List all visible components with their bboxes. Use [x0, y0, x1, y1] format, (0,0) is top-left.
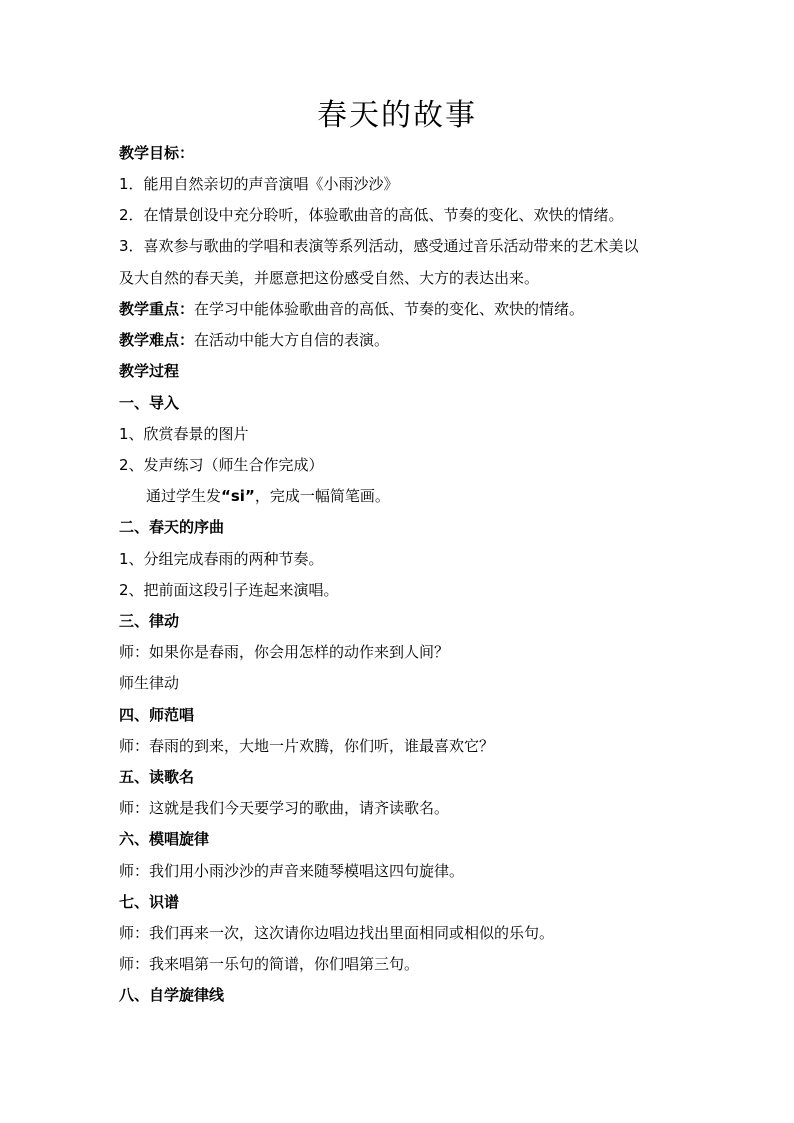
difficulty-text: 在活动中能大方自信的表演。 [194, 331, 390, 349]
section-heading: 三、律动 [119, 612, 180, 630]
section-heading: 五、读歌名 [119, 768, 195, 786]
indented-note-pre: 通过学生发 [146, 487, 222, 505]
objective-item-continuation: 及大自然的春天美，并愿意把这份感受自然、大方的表达出来。 [119, 269, 540, 287]
page-title: 春天的故事 [317, 98, 477, 133]
objective-item: 2．在情景创设中充分聆听，体验歌曲音的高低、节奏的变化、欢快的情绪。 [119, 206, 624, 224]
section-heading: 六、模唱旋律 [119, 830, 210, 848]
list-item: 1、分组完成春雨的两种节奏。 [119, 550, 324, 568]
list-item: 师：如果你是春雨，你会用怎样的动作来到人间？ [119, 643, 450, 661]
list-item: 2、发声练习（师生合作完成） [119, 456, 324, 474]
section-heading: 四、师范唱 [119, 706, 195, 724]
list-item: 师：我来唱第一乐句的简谱，你们唱第三句。 [119, 955, 420, 973]
list-item: 1、欣赏春景的图片 [119, 425, 249, 443]
key-point-line [119, 299, 689, 319]
list-item: 师：春雨的到来，大地一片欢腾，你们听，谁最喜欢它？ [119, 737, 495, 755]
objectives-heading: 教学目标： [119, 144, 195, 162]
section-heading: 一、导入 [119, 394, 180, 412]
section-heading: 七、识谱 [119, 893, 180, 911]
difficulty-label: 教学难点： [119, 331, 195, 349]
indented-note-bold: “si” [221, 487, 255, 505]
key-point-label: 教学重点： [119, 300, 195, 318]
difficulty-line [119, 330, 689, 350]
indented-note-post: ，完成一幅简笔画。 [254, 487, 390, 505]
list-item: 师生律动 [119, 674, 180, 692]
objective-item: 3．喜欢参与歌曲的学唱和表演等系列活动，感受通过音乐活动带来的艺术美以 [119, 237, 639, 255]
list-item: 师：我们再来一次，这次请你边唱边找出里面相同或相似的乐句。 [119, 924, 555, 942]
objective-item: 1．能用自然亲切的声音演唱《小雨沙沙》 [119, 175, 399, 193]
section-heading: 八、自学旋律线 [119, 986, 225, 1004]
process-heading: 教学过程 [119, 362, 180, 380]
list-item: 师：我们用小雨沙沙的声音来随琴模唱这四句旋律。 [119, 862, 465, 880]
indented-note [146, 486, 716, 506]
list-item: 师：这就是我们今天要学习的歌曲，请齐读歌名。 [119, 799, 450, 817]
section-heading: 二、春天的序曲 [119, 518, 225, 536]
key-point-text: 在学习中能体验歌曲音的高低、节奏的变化、欢快的情绪。 [194, 300, 585, 318]
list-item: 2、把前面这段引子连起来演唱。 [119, 581, 339, 599]
